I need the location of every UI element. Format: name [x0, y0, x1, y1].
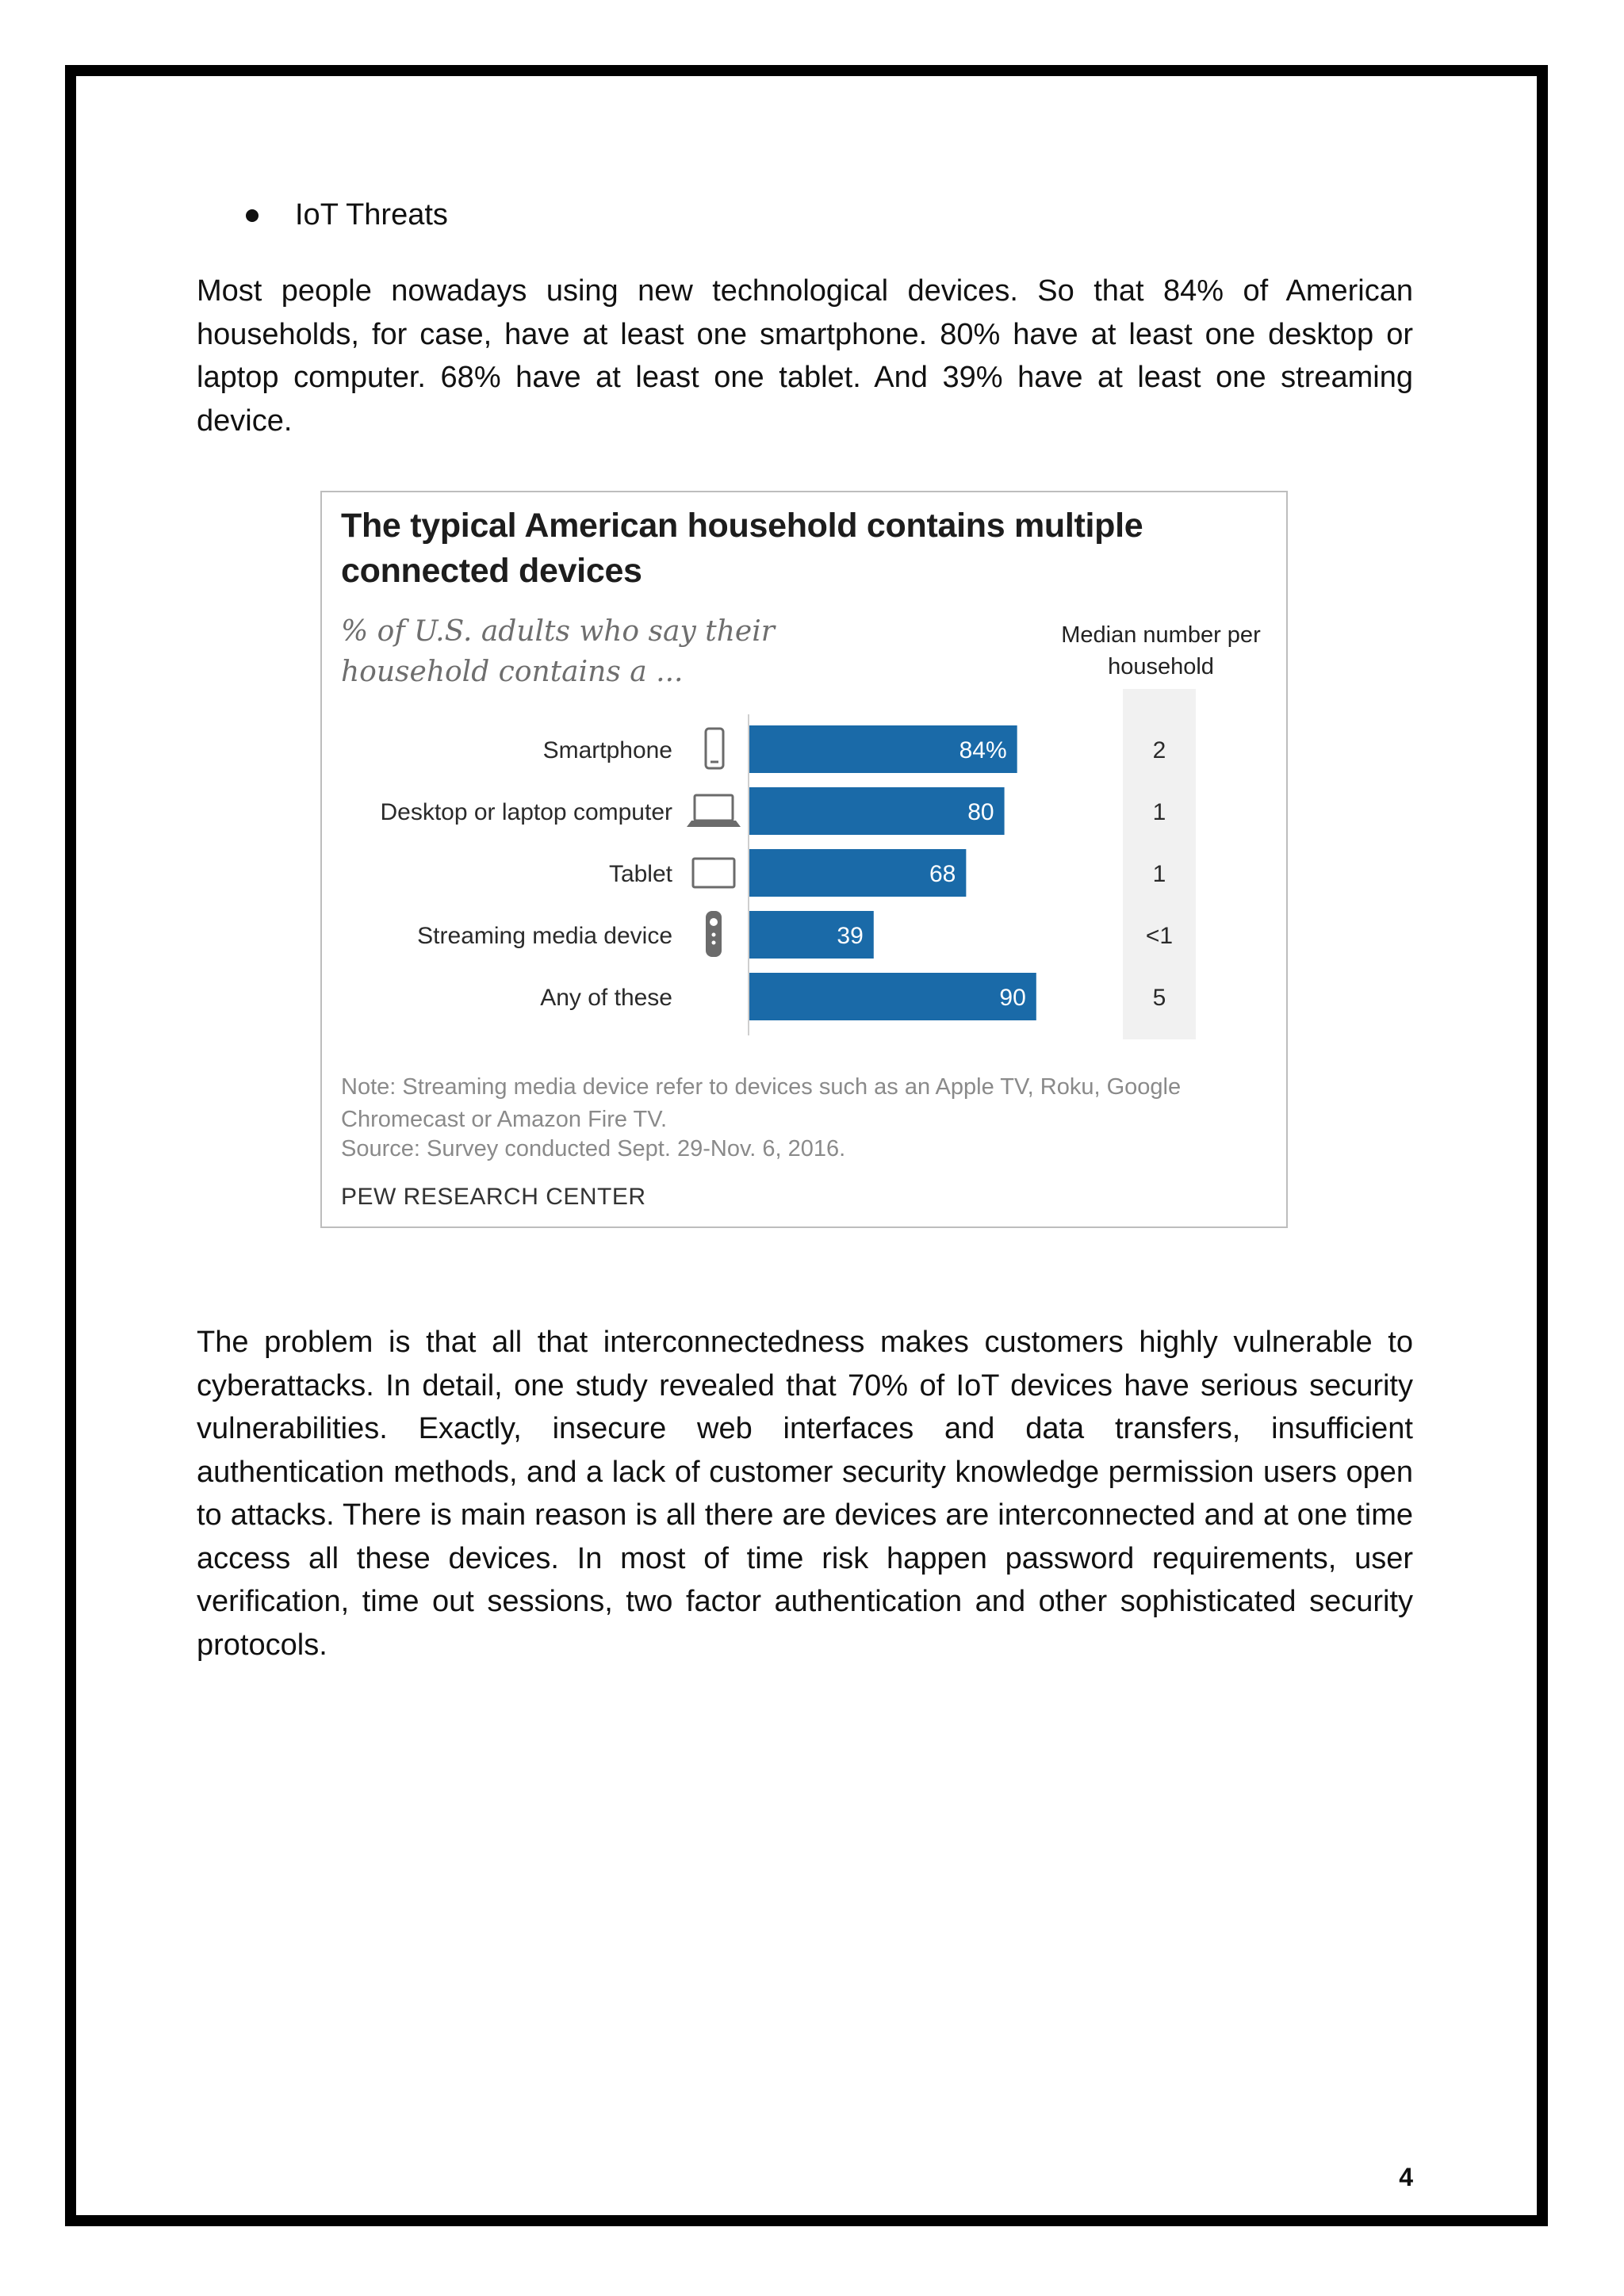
remote-button-top [710, 918, 718, 926]
median-value: 2 [1152, 737, 1166, 763]
intro-paragraph: Most people nowadays using new technological devices. So that 84% of American households, for case, have at least one smartphone. 80% have at least one desktop or laptop computer. 68% have at least one tablet. And 39% have at least one streaming device. [197, 274, 1413, 438]
remote-button-mid [712, 933, 716, 937]
laptop-base [687, 821, 741, 827]
bullet-dot [246, 209, 259, 222]
bar-value-label: 68 [929, 861, 956, 887]
chart-title: The typical American household contains multiple connected devices [341, 507, 1143, 590]
page-number: 4 [1399, 2163, 1413, 2191]
bar-value-label: 84% [959, 737, 1007, 763]
median-value: 1 [1152, 861, 1166, 887]
bar-desktop-or-laptop-computer [749, 787, 1005, 835]
bar-value-label: 80 [967, 799, 994, 825]
bullet-item [246, 198, 448, 232]
tablet-icon [693, 859, 734, 887]
category-label: Streaming media device [417, 923, 672, 949]
bar-value-label: 90 [999, 985, 1026, 1011]
chart-brand: PEW RESEARCH CENTER [341, 1184, 646, 1210]
bar-value-label: 39 [837, 923, 864, 949]
category-label: Tablet [608, 861, 672, 887]
category-label: Any of these [540, 985, 672, 1011]
category-label: Desktop or laptop computer [380, 799, 672, 825]
chart-subtitle: % of U.S. adults who say their household contains a ... [341, 615, 775, 688]
bar-any-of-these [749, 973, 1036, 1020]
chart-figure [320, 491, 1288, 1228]
median-column-header: Median number per household [1061, 622, 1261, 679]
chart-source: Source: Survey conducted Sept. 29-Nov. 6, 2016. [341, 1136, 846, 1161]
remote-button-low [712, 941, 716, 945]
body-paragraph: The problem is that all that interconnectedness makes customers highly vulnerable to cyberattacks. In detail, one study revealed that 70% of IoT devices have serious security vulnerabilities. Exactly, insecure web interfaces and data transfers, insufficient authentication methods, and a lack of customer security knowledge permission users open to attacks. There is main reason is all there are devices are interconnected and at one time access all these devices. In most of time risk happen password requirements, user verification, time out sessions, two factor authentication and other sophisticated security protocols. [197, 1326, 1413, 1662]
median-value: 1 [1152, 799, 1166, 825]
chart-note: Note: Streaming media device refer to devices such as an Apple TV, Roku, Google Chromecast or Amazon Fire TV. [341, 1074, 1182, 1132]
median-value: 5 [1152, 985, 1166, 1011]
bullet-text: IoT Threats [295, 198, 448, 232]
laptop-icon [695, 795, 733, 821]
median-value: <1 [1145, 923, 1174, 949]
category-label: Smartphone [542, 737, 672, 763]
